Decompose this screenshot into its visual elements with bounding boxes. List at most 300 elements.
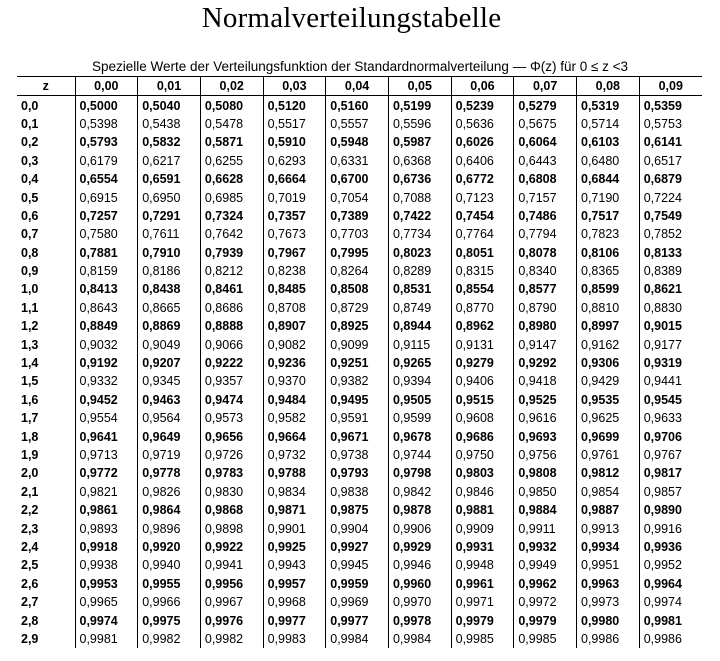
probability-cell: 0,9463 — [138, 391, 201, 409]
column-header: 0,03 — [263, 77, 326, 96]
probability-cell: 0,6915 — [75, 188, 138, 206]
probability-cell: 0,9761 — [577, 446, 640, 464]
probability-cell: 0,9970 — [388, 593, 451, 611]
probability-cell: 0,8531 — [388, 280, 451, 298]
probability-cell: 0,9940 — [138, 556, 201, 574]
probability-cell: 0,9591 — [326, 409, 389, 427]
probability-cell: 0,6664 — [263, 170, 326, 188]
probability-cell: 0,9370 — [263, 372, 326, 390]
z-value-cell: 2,7 — [17, 593, 75, 611]
probability-cell: 0,9984 — [326, 630, 389, 648]
column-header: 0,06 — [451, 77, 514, 96]
probability-cell: 0,9956 — [200, 575, 263, 593]
probability-cell: 0,9981 — [75, 630, 138, 648]
probability-cell: 0,9951 — [577, 556, 640, 574]
table-row — [17, 446, 702, 464]
probability-cell: 0,5517 — [263, 115, 326, 133]
probability-cell: 0,9918 — [75, 538, 138, 556]
probability-cell: 0,7823 — [577, 225, 640, 243]
table-row — [17, 519, 702, 537]
probability-cell: 0,7257 — [75, 207, 138, 225]
probability-cell: 0,5675 — [514, 115, 577, 133]
probability-cell: 0,8577 — [514, 280, 577, 298]
probability-cell: 0,9474 — [200, 391, 263, 409]
page-title: Normalverteilungstabelle — [201, 2, 502, 34]
probability-cell: 0,9147 — [514, 335, 577, 353]
table-row — [17, 593, 702, 611]
probability-cell: 0,5714 — [577, 115, 640, 133]
probability-cell: 0,7734 — [388, 225, 451, 243]
z-value-cell: 2,4 — [17, 538, 75, 556]
probability-cell: 0,7967 — [263, 244, 326, 262]
probability-cell: 0,7486 — [514, 207, 577, 225]
probability-cell: 0,9963 — [577, 575, 640, 593]
probability-cell: 0,9890 — [639, 501, 702, 519]
probability-cell: 0,8907 — [263, 317, 326, 335]
probability-cell: 0,9946 — [388, 556, 451, 574]
probability-cell: 0,9292 — [514, 354, 577, 372]
probability-cell: 0,9713 — [75, 446, 138, 464]
probability-cell: 0,9887 — [577, 501, 640, 519]
probability-cell: 0,8133 — [639, 244, 702, 262]
probability-cell: 0,8686 — [200, 299, 263, 317]
probability-cell: 0,9846 — [451, 483, 514, 501]
probability-cell: 0,8665 — [138, 299, 201, 317]
probability-cell: 0,5279 — [514, 96, 577, 115]
column-header: 0,07 — [514, 77, 577, 96]
probability-cell: 0,9115 — [388, 335, 451, 353]
probability-cell: 0,8708 — [263, 299, 326, 317]
probability-cell: 0,9306 — [577, 354, 640, 372]
table-row — [17, 262, 702, 280]
probability-cell: 0,9871 — [263, 501, 326, 519]
probability-cell: 0,9418 — [514, 372, 577, 390]
probability-cell: 0,9982 — [200, 630, 263, 648]
probability-cell: 0,9671 — [326, 427, 389, 445]
probability-cell: 0,9929 — [388, 538, 451, 556]
column-header: 0,04 — [326, 77, 389, 96]
probability-cell: 0,9960 — [388, 575, 451, 593]
probability-cell: 0,9015 — [639, 317, 702, 335]
column-header: 0,09 — [639, 77, 702, 96]
table-row — [17, 464, 702, 482]
probability-cell: 0,9932 — [514, 538, 577, 556]
table-caption: Spezielle Werte der Verteilungsfunktion der Standardnormalverteilung — Φ(z) für 0 ≤ z <3 — [91, 59, 629, 74]
probability-cell: 0,9082 — [263, 335, 326, 353]
probability-cell: 0,7357 — [263, 207, 326, 225]
probability-cell: 0,9971 — [451, 593, 514, 611]
probability-cell: 0,9875 — [326, 501, 389, 519]
probability-cell: 0,6406 — [451, 152, 514, 170]
probability-cell: 0,5359 — [639, 96, 702, 115]
probability-cell: 0,7224 — [639, 188, 702, 206]
probability-cell: 0,9099 — [326, 335, 389, 353]
probability-cell: 0,8621 — [639, 280, 702, 298]
probability-cell: 0,9625 — [577, 409, 640, 427]
table-row — [17, 501, 702, 519]
probability-cell: 0,8508 — [326, 280, 389, 298]
probability-cell: 0,8289 — [388, 262, 451, 280]
probability-cell: 0,9345 — [138, 372, 201, 390]
probability-cell: 0,9896 — [138, 519, 201, 537]
probability-cell: 0,9564 — [138, 409, 201, 427]
probability-cell: 0,9972 — [514, 593, 577, 611]
z-value-cell: 2,8 — [17, 611, 75, 629]
probability-cell: 0,9279 — [451, 354, 514, 372]
probability-cell: 0,9750 — [451, 446, 514, 464]
probability-cell: 0,6331 — [326, 152, 389, 170]
table-row — [17, 152, 702, 170]
probability-cell: 0,9251 — [326, 354, 389, 372]
probability-cell: 0,9938 — [75, 556, 138, 574]
probability-cell: 0,8438 — [138, 280, 201, 298]
probability-cell: 0,9066 — [200, 335, 263, 353]
probability-cell: 0,9756 — [514, 446, 577, 464]
probability-cell: 0,5871 — [200, 133, 263, 151]
probability-cell: 0,9952 — [639, 556, 702, 574]
probability-cell: 0,9686 — [451, 427, 514, 445]
probability-cell: 0,6293 — [263, 152, 326, 170]
z-value-cell: 0,6 — [17, 207, 75, 225]
probability-cell: 0,9838 — [326, 483, 389, 501]
probability-cell: 0,9986 — [577, 630, 640, 648]
table-row — [17, 556, 702, 574]
z-value-cell: 2,3 — [17, 519, 75, 537]
table-row — [17, 280, 702, 298]
probability-cell: 0,8849 — [75, 317, 138, 335]
probability-cell: 0,9808 — [514, 464, 577, 482]
probability-cell: 0,9985 — [451, 630, 514, 648]
probability-cell: 0,9868 — [200, 501, 263, 519]
table-row — [17, 427, 702, 445]
probability-cell: 0,9945 — [326, 556, 389, 574]
probability-cell: 0,9706 — [639, 427, 702, 445]
probability-cell: 0,9131 — [451, 335, 514, 353]
table-row — [17, 207, 702, 225]
probability-cell: 0,9699 — [577, 427, 640, 445]
z-value-cell: 1,9 — [17, 446, 75, 464]
probability-cell: 0,9793 — [326, 464, 389, 482]
probability-cell: 0,9678 — [388, 427, 451, 445]
z-value-cell: 2,0 — [17, 464, 75, 482]
probability-cell: 0,8962 — [451, 317, 514, 335]
probability-cell: 0,8830 — [639, 299, 702, 317]
probability-cell: 0,9582 — [263, 409, 326, 427]
probability-cell: 0,5948 — [326, 133, 389, 151]
probability-cell: 0,5160 — [326, 96, 389, 115]
probability-cell: 0,7794 — [514, 225, 577, 243]
probability-cell: 0,9319 — [639, 354, 702, 372]
probability-cell: 0,9616 — [514, 409, 577, 427]
probability-cell: 0,7422 — [388, 207, 451, 225]
probability-cell: 0,9495 — [326, 391, 389, 409]
probability-cell: 0,8888 — [200, 317, 263, 335]
probability-cell: 0,9192 — [75, 354, 138, 372]
table-row — [17, 244, 702, 262]
probability-cell: 0,6179 — [75, 152, 138, 170]
probability-cell: 0,9962 — [514, 575, 577, 593]
probability-cell: 0,9964 — [639, 575, 702, 593]
probability-cell: 0,9664 — [263, 427, 326, 445]
probability-cell: 0,6217 — [138, 152, 201, 170]
probability-cell: 0,5080 — [200, 96, 263, 115]
probability-cell: 0,9948 — [451, 556, 514, 574]
probability-cell: 0,9236 — [263, 354, 326, 372]
probability-cell: 0,9783 — [200, 464, 263, 482]
probability-cell: 0,8554 — [451, 280, 514, 298]
probability-cell: 0,7088 — [388, 188, 451, 206]
probability-cell: 0,9265 — [388, 354, 451, 372]
z-value-cell: 2,6 — [17, 575, 75, 593]
probability-cell: 0,9207 — [138, 354, 201, 372]
probability-cell: 0,9979 — [514, 611, 577, 629]
probability-cell: 0,6554 — [75, 170, 138, 188]
probability-cell: 0,8340 — [514, 262, 577, 280]
probability-cell: 0,7054 — [326, 188, 389, 206]
probability-cell: 0,9878 — [388, 501, 451, 519]
probability-cell: 0,9975 — [138, 611, 201, 629]
probability-cell: 0,5438 — [138, 115, 201, 133]
column-header: 0,08 — [577, 77, 640, 96]
probability-cell: 0,6772 — [451, 170, 514, 188]
probability-cell: 0,9554 — [75, 409, 138, 427]
probability-cell: 0,8264 — [326, 262, 389, 280]
probability-cell: 0,7764 — [451, 225, 514, 243]
z-value-cell: 2,1 — [17, 483, 75, 501]
probability-cell: 0,6700 — [326, 170, 389, 188]
probability-cell: 0,7642 — [200, 225, 263, 243]
probability-cell: 0,9545 — [639, 391, 702, 409]
table-row — [17, 115, 702, 133]
table-row — [17, 575, 702, 593]
probability-cell: 0,6064 — [514, 133, 577, 151]
probability-cell: 0,5636 — [451, 115, 514, 133]
probability-cell: 0,9909 — [451, 519, 514, 537]
probability-cell: 0,5910 — [263, 133, 326, 151]
probability-cell: 0,9985 — [514, 630, 577, 648]
probability-cell: 0,8159 — [75, 262, 138, 280]
probability-cell: 0,8790 — [514, 299, 577, 317]
probability-cell: 0,7157 — [514, 188, 577, 206]
table-row — [17, 317, 702, 335]
probability-cell: 0,9978 — [388, 611, 451, 629]
probability-cell: 0,9406 — [451, 372, 514, 390]
probability-cell: 0,7995 — [326, 244, 389, 262]
probability-cell: 0,8869 — [138, 317, 201, 335]
column-header: 0,05 — [388, 77, 451, 96]
table-row — [17, 170, 702, 188]
probability-cell: 0,8980 — [514, 317, 577, 335]
probability-cell: 0,8599 — [577, 280, 640, 298]
probability-cell: 0,9826 — [138, 483, 201, 501]
probability-cell: 0,8315 — [451, 262, 514, 280]
probability-cell: 0,9969 — [326, 593, 389, 611]
probability-cell: 0,9772 — [75, 464, 138, 482]
table-row — [17, 611, 702, 629]
probability-cell: 0,9719 — [138, 446, 201, 464]
probability-cell: 0,8051 — [451, 244, 514, 262]
probability-cell: 0,9979 — [451, 611, 514, 629]
probability-cell: 0,6736 — [388, 170, 451, 188]
probability-cell: 0,9913 — [577, 519, 640, 537]
probability-cell: 0,9732 — [263, 446, 326, 464]
z-value-cell: 0,8 — [17, 244, 75, 262]
probability-cell: 0,9898 — [200, 519, 263, 537]
probability-cell: 0,8643 — [75, 299, 138, 317]
probability-cell: 0,8365 — [577, 262, 640, 280]
z-value-cell: 1,7 — [17, 409, 75, 427]
probability-cell: 0,6844 — [577, 170, 640, 188]
probability-cell: 0,9977 — [263, 611, 326, 629]
probability-cell: 0,9861 — [75, 501, 138, 519]
probability-cell: 0,9535 — [577, 391, 640, 409]
table-row — [17, 96, 702, 115]
table-row — [17, 372, 702, 390]
probability-cell: 0,9965 — [75, 593, 138, 611]
probability-cell: 0,6879 — [639, 170, 702, 188]
probability-cell: 0,5753 — [639, 115, 702, 133]
probability-cell: 0,9974 — [75, 611, 138, 629]
probability-cell: 0,9803 — [451, 464, 514, 482]
probability-cell: 0,7580 — [75, 225, 138, 243]
probability-cell: 0,9961 — [451, 575, 514, 593]
probability-cell: 0,8810 — [577, 299, 640, 317]
probability-cell: 0,9980 — [577, 611, 640, 629]
probability-cell: 0,5120 — [263, 96, 326, 115]
probability-cell: 0,9983 — [263, 630, 326, 648]
table-row — [17, 335, 702, 353]
probability-cell: 0,7852 — [639, 225, 702, 243]
probability-cell: 0,7019 — [263, 188, 326, 206]
probability-cell: 0,9726 — [200, 446, 263, 464]
probability-cell: 0,9812 — [577, 464, 640, 482]
probability-cell: 0,9429 — [577, 372, 640, 390]
z-value-cell: 0,3 — [17, 152, 75, 170]
z-value-cell: 1,2 — [17, 317, 75, 335]
z-value-cell: 0,0 — [17, 96, 75, 115]
table-row — [17, 630, 702, 648]
z-value-cell: 2,5 — [17, 556, 75, 574]
probability-cell: 0,8944 — [388, 317, 451, 335]
table-row — [17, 354, 702, 372]
probability-cell: 0,5199 — [388, 96, 451, 115]
probability-cell: 0,9982 — [138, 630, 201, 648]
probability-cell: 0,9767 — [639, 446, 702, 464]
probability-cell: 0,7881 — [75, 244, 138, 262]
probability-cell: 0,9850 — [514, 483, 577, 501]
probability-cell: 0,9394 — [388, 372, 451, 390]
probability-cell: 0,6517 — [639, 152, 702, 170]
z-value-cell: 2,9 — [17, 630, 75, 648]
probability-cell: 0,9573 — [200, 409, 263, 427]
probability-cell: 0,9177 — [639, 335, 702, 353]
probability-cell: 0,9957 — [263, 575, 326, 593]
probability-cell: 0,9931 — [451, 538, 514, 556]
z-value-cell: 1,1 — [17, 299, 75, 317]
probability-cell: 0,9788 — [263, 464, 326, 482]
probability-cell: 0,9884 — [514, 501, 577, 519]
probability-cell: 0,5832 — [138, 133, 201, 151]
probability-cell: 0,6141 — [639, 133, 702, 151]
probability-cell: 0,8925 — [326, 317, 389, 335]
table-header-row — [17, 77, 702, 96]
probability-cell: 0,5239 — [451, 96, 514, 115]
probability-cell: 0,9222 — [200, 354, 263, 372]
probability-cell: 0,7517 — [577, 207, 640, 225]
probability-cell: 0,8461 — [200, 280, 263, 298]
probability-cell: 0,9656 — [200, 427, 263, 445]
probability-cell: 0,9901 — [263, 519, 326, 537]
probability-cell: 0,9693 — [514, 427, 577, 445]
probability-cell: 0,9484 — [263, 391, 326, 409]
table-row — [17, 133, 702, 151]
probability-cell: 0,7123 — [451, 188, 514, 206]
table-row — [17, 391, 702, 409]
probability-cell: 0,8770 — [451, 299, 514, 317]
probability-cell: 0,9934 — [577, 538, 640, 556]
table-row — [17, 225, 702, 243]
probability-cell: 0,9966 — [138, 593, 201, 611]
probability-cell: 0,9778 — [138, 464, 201, 482]
probability-cell: 0,9973 — [577, 593, 640, 611]
probability-cell: 0,5319 — [577, 96, 640, 115]
table-row — [17, 538, 702, 556]
probability-cell: 0,7673 — [263, 225, 326, 243]
probability-cell: 0,9441 — [639, 372, 702, 390]
probability-cell: 0,8238 — [263, 262, 326, 280]
probability-cell: 0,6368 — [388, 152, 451, 170]
probability-cell: 0,9949 — [514, 556, 577, 574]
probability-cell: 0,9854 — [577, 483, 640, 501]
probability-cell: 0,9049 — [138, 335, 201, 353]
probability-cell: 0,8749 — [388, 299, 451, 317]
table-row — [17, 409, 702, 427]
probability-cell: 0,5478 — [200, 115, 263, 133]
z-value-cell: 0,9 — [17, 262, 75, 280]
z-value-cell: 1,5 — [17, 372, 75, 390]
probability-cell: 0,5000 — [75, 96, 138, 115]
z-value-cell: 0,4 — [17, 170, 75, 188]
probability-cell: 0,9864 — [138, 501, 201, 519]
probability-cell: 0,9525 — [514, 391, 577, 409]
probability-cell: 0,9744 — [388, 446, 451, 464]
probability-cell: 0,5557 — [326, 115, 389, 133]
probability-cell: 0,8389 — [639, 262, 702, 280]
probability-cell: 0,9941 — [200, 556, 263, 574]
probability-cell: 0,9357 — [200, 372, 263, 390]
probability-cell: 0,5596 — [388, 115, 451, 133]
probability-cell: 0,7454 — [451, 207, 514, 225]
probability-cell: 0,6443 — [514, 152, 577, 170]
z-value-cell: 1,4 — [17, 354, 75, 372]
probability-cell: 0,9967 — [200, 593, 263, 611]
z-column-header: z — [17, 77, 75, 96]
probability-cell: 0,7611 — [138, 225, 201, 243]
probability-cell: 0,6026 — [451, 133, 514, 151]
z-value-cell: 0,1 — [17, 115, 75, 133]
probability-cell: 0,6480 — [577, 152, 640, 170]
normal-distribution-table — [17, 76, 702, 648]
probability-cell: 0,9916 — [639, 519, 702, 537]
probability-cell: 0,9974 — [639, 593, 702, 611]
probability-cell: 0,9906 — [388, 519, 451, 537]
z-value-cell: 0,5 — [17, 188, 75, 206]
column-header: 0,02 — [200, 77, 263, 96]
z-value-cell: 1,8 — [17, 427, 75, 445]
probability-cell: 0,9633 — [639, 409, 702, 427]
column-header: 0,00 — [75, 77, 138, 96]
probability-cell: 0,9981 — [639, 611, 702, 629]
